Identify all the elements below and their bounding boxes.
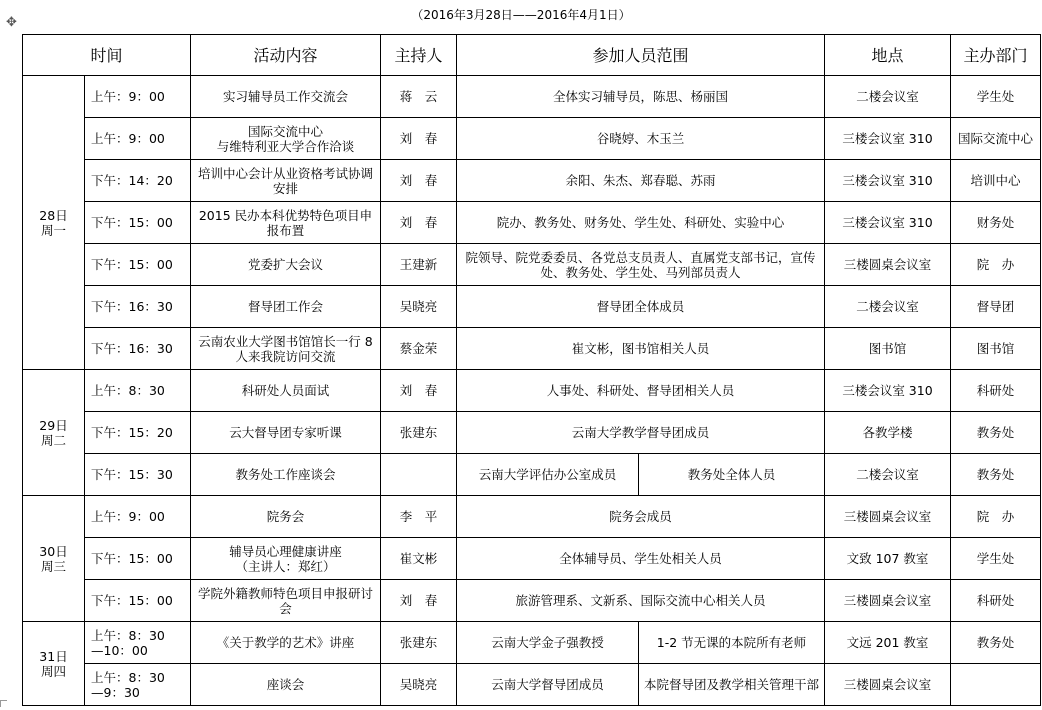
time-cell: 下午：15：00 — [85, 244, 191, 286]
table-move-handle-icon[interactable]: ✥ — [6, 15, 17, 30]
location-cell: 二楼会议室 — [825, 76, 951, 118]
time-cell: 上午：9：00 — [85, 496, 191, 538]
participants-cell: 云南大学教学督导团成员 — [457, 412, 825, 454]
table-row — [23, 118, 1041, 160]
day-cell — [23, 622, 85, 706]
host-cell: 崔文彬 — [381, 538, 457, 580]
participants-cell: 人事处、科研处、督导团相关人员 — [457, 370, 825, 412]
table-row — [23, 454, 1041, 496]
day-label: 28日 — [39, 207, 68, 223]
location-cell: 二楼会议室 — [825, 454, 951, 496]
table-row — [23, 160, 1041, 202]
participants-cell: 督导团全体成员 — [457, 286, 825, 328]
header-time: 时间 — [23, 35, 191, 76]
content-cell: 培训中心会计从业资格考试协调安排 — [191, 160, 381, 202]
header-content: 活动内容 — [191, 35, 381, 76]
time-cell: 上午：8：30 —9：30 — [85, 664, 191, 706]
content-cell: 院务会 — [191, 496, 381, 538]
location-cell: 三楼圆桌会议室 — [825, 496, 951, 538]
content-cell: 督导团工作会 — [191, 286, 381, 328]
content-cell: 《关于教学的艺术》讲座 — [191, 622, 381, 664]
participants-cell: 旅游管理系、文新系、国际交流中心相关人员 — [457, 580, 825, 622]
host-cell — [381, 454, 457, 496]
content-cell: 座谈会 — [191, 664, 381, 706]
content-cell: 云大督导团专家听课 — [191, 412, 381, 454]
organizer-cell: 图书馆 — [951, 328, 1041, 370]
location-cell: 图书馆 — [825, 328, 951, 370]
time-cell: 下午：15：00 — [85, 538, 191, 580]
participants-cell-a: 云南大学评估办公室成员 — [457, 454, 639, 496]
table-row — [23, 370, 1041, 412]
time-cell: 下午：15：20 — [85, 412, 191, 454]
time-cell: 下午：16：30 — [85, 328, 191, 370]
content-cell: 学院外籍教师特色项目申报研讨会 — [191, 580, 381, 622]
day-cell — [23, 76, 85, 370]
content-cell: 2015 民办本科优势特色项目申报布置 — [191, 202, 381, 244]
host-cell: 吴晓亮 — [381, 664, 457, 706]
participants-cell-b: 教务处全体人员 — [639, 454, 825, 496]
location-cell: 三楼会议室 310 — [825, 160, 951, 202]
participants-cell: 余阳、朱杰、郑春聪、苏雨 — [457, 160, 825, 202]
content-cell: 实习辅导员工作交流会 — [191, 76, 381, 118]
location-cell: 文远 201 教室 — [825, 622, 951, 664]
organizer-cell — [951, 664, 1041, 706]
table-row — [23, 76, 1041, 118]
day-label: 29日 — [39, 417, 68, 433]
host-cell: 李 平 — [381, 496, 457, 538]
host-cell: 张建东 — [381, 412, 457, 454]
participants-cell: 全体实习辅导员，陈思、杨丽国 — [457, 76, 825, 118]
participants-cell: 全体辅导员、学生处相关人员 — [457, 538, 825, 580]
table-row — [23, 286, 1041, 328]
organizer-cell: 督导团 — [951, 286, 1041, 328]
content-cell: 党委扩大会议 — [191, 244, 381, 286]
location-cell: 三楼圆桌会议室 — [825, 664, 951, 706]
participants-cell-b: 本院督导团及教学相关管理干部 — [639, 664, 825, 706]
header-row — [23, 35, 1041, 76]
table-row — [23, 244, 1041, 286]
day-cell — [23, 370, 85, 496]
location-cell: 文致 107 教室 — [825, 538, 951, 580]
organizer-cell: 教务处 — [951, 412, 1041, 454]
time-cell: 下午：15：00 — [85, 202, 191, 244]
organizer-cell: 科研处 — [951, 370, 1041, 412]
weekday-label: 周二 — [40, 432, 66, 448]
organizer-cell: 国际交流中心 — [951, 118, 1041, 160]
table-row — [23, 412, 1041, 454]
participants-cell: 院办、教务处、财务处、学生处、科研处、实验中心 — [457, 202, 825, 244]
weekday-label: 周三 — [40, 558, 66, 574]
host-cell: 刘 春 — [381, 370, 457, 412]
time-cell: 下午：15：00 — [85, 580, 191, 622]
organizer-cell: 院 办 — [951, 496, 1041, 538]
participants-cell: 院务会成员 — [457, 496, 825, 538]
time-cell: 上午：9：00 — [85, 76, 191, 118]
organizer-cell: 学生处 — [951, 538, 1041, 580]
day-cell — [23, 496, 85, 622]
host-cell: 张建东 — [381, 622, 457, 664]
host-cell: 吴晓亮 — [381, 286, 457, 328]
table-row — [23, 622, 1041, 664]
time-cell: 上午：8：30 —10：00 — [85, 622, 191, 664]
table-row — [23, 538, 1041, 580]
location-cell: 三楼圆桌会议室 — [825, 580, 951, 622]
date-range: （2016年3月28日——2016年4月1日） — [411, 8, 631, 22]
content-cell: 教务处工作座谈会 — [191, 454, 381, 496]
host-cell: 王建新 — [381, 244, 457, 286]
page-corner-mark — [0, 700, 7, 707]
time-cell: 下午：15：30 — [85, 454, 191, 496]
host-cell: 刘 春 — [381, 580, 457, 622]
participants-cell: 谷晓婷、木玉兰 — [457, 118, 825, 160]
host-cell: 刘 春 — [381, 118, 457, 160]
participants-cell: 崔文彬，图书馆相关人员 — [457, 328, 825, 370]
table-row — [23, 664, 1041, 706]
time-cell: 上午：9：00 — [85, 118, 191, 160]
content-cell: 国际交流中心 与维特利亚大学合作洽谈 — [191, 118, 381, 160]
location-cell: 二楼会议室 — [825, 286, 951, 328]
host-cell: 蔡金荣 — [381, 328, 457, 370]
host-cell: 刘 春 — [381, 202, 457, 244]
participants-cell: 院领导、院党委委员、各党总支员责人、直属党支部书记，宣传处、教务处、学生处、马列部员责人 — [457, 244, 825, 286]
organizer-cell: 教务处 — [951, 454, 1041, 496]
header-host: 主持人 — [381, 35, 457, 76]
content-cell: 辅导员心理健康讲座 （主讲人：郑红） — [191, 538, 381, 580]
host-cell: 刘 春 — [381, 160, 457, 202]
host-cell: 蒋 云 — [381, 76, 457, 118]
participants-cell-a: 云南大学金子强教授 — [457, 622, 639, 664]
location-cell: 三楼圆桌会议室 — [825, 244, 951, 286]
content-cell: 科研处人员面试 — [191, 370, 381, 412]
table-row — [23, 580, 1041, 622]
organizer-cell: 财务处 — [951, 202, 1041, 244]
location-cell: 各教学楼 — [825, 412, 951, 454]
organizer-cell: 科研处 — [951, 580, 1041, 622]
time-cell: 下午：14：20 — [85, 160, 191, 202]
weekday-label: 周四 — [40, 663, 66, 679]
header-location: 地点 — [825, 35, 951, 76]
content-cell: 云南农业大学图书馆馆长一行 8 人来我院访问交流 — [191, 328, 381, 370]
organizer-cell: 教务处 — [951, 622, 1041, 664]
location-cell: 三楼会议室 310 — [825, 370, 951, 412]
organizer-cell: 学生处 — [951, 76, 1041, 118]
organizer-cell: 院 办 — [951, 244, 1041, 286]
participants-cell-a: 云南大学督导团成员 — [457, 664, 639, 706]
header-organizer: 主办部门 — [951, 35, 1041, 76]
participants-cell-b: 1-2 节无课的本院所有老师 — [639, 622, 825, 664]
table-row — [23, 202, 1041, 244]
table-row — [23, 496, 1041, 538]
time-cell: 上午：8：30 — [85, 370, 191, 412]
schedule-table — [22, 34, 1041, 706]
location-cell: 三楼会议室 310 — [825, 118, 951, 160]
weekday-label: 周一 — [40, 222, 66, 238]
organizer-cell: 培训中心 — [951, 160, 1041, 202]
header-participants: 参加人员范围 — [457, 35, 825, 76]
time-cell: 下午：16：30 — [85, 286, 191, 328]
day-label: 30日 — [39, 543, 68, 559]
day-label: 31日 — [39, 648, 68, 664]
location-cell: 三楼会议室 310 — [825, 202, 951, 244]
table-row — [23, 328, 1041, 370]
